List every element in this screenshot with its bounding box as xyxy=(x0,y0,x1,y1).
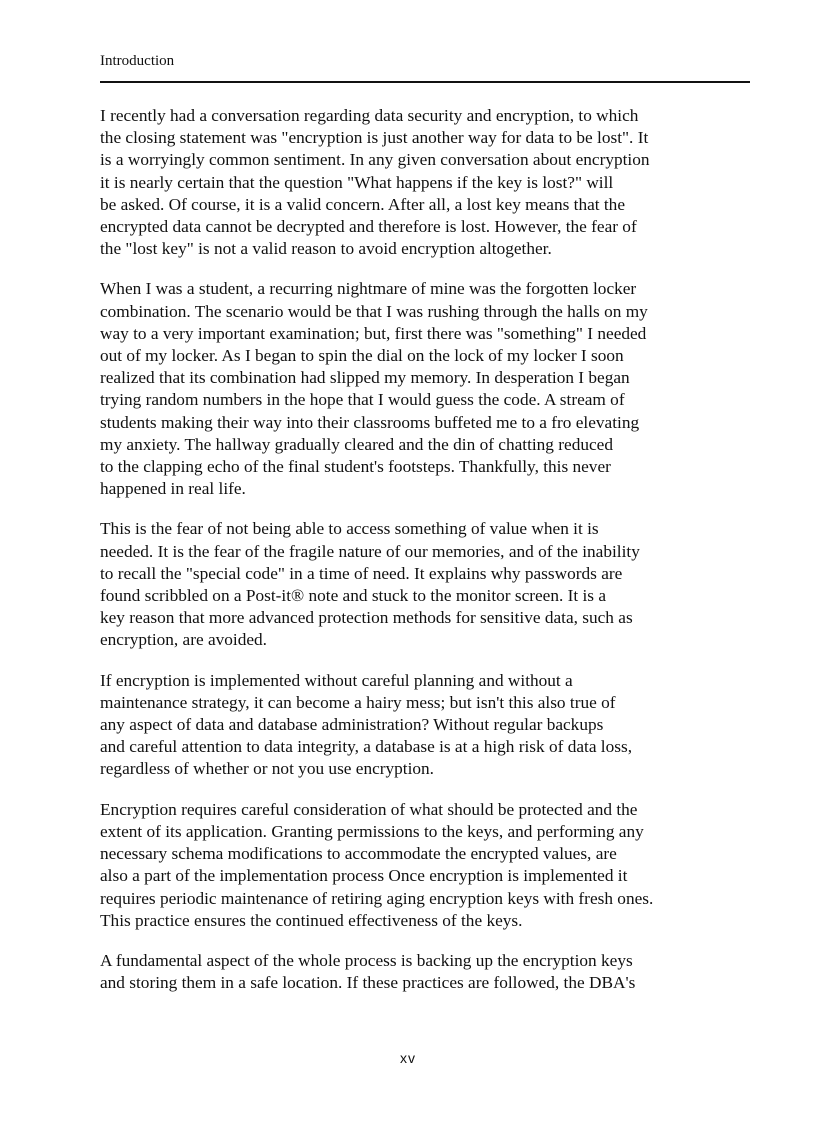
text-line: is a worryingly common sentiment. In any given conversation about encryption xyxy=(100,150,650,170)
text-line: the "lost key" is not a valid reason to avoid encryption altogether. xyxy=(100,239,552,259)
text-line: and storing them in a safe location. If these practices are followed, the DBA's xyxy=(100,973,636,993)
text-line: found scribbled on a Post-it® note and stuck to the monitor screen. It is a xyxy=(100,586,607,606)
text-line: be asked. Of course, it is a valid concern. After all, a lost key means that the xyxy=(100,194,625,214)
header-rule xyxy=(100,81,750,83)
text-line: it is nearly certain that the question "What happens if the key is lost?" will xyxy=(100,172,614,192)
body-paragraph xyxy=(100,670,760,781)
text-line: to the clapping echo of the final student's footsteps. Thankfully, this never xyxy=(100,457,611,477)
text-line: maintenance strategy, it can become a hairy mess; but isn't this also true of xyxy=(100,692,616,712)
text-line: This practice ensures the continued effectiveness of the keys. xyxy=(100,910,523,930)
text-line: happened in real life. xyxy=(100,479,246,499)
text-line: A fundamental aspect of the whole process is backing up the encryption keys xyxy=(100,950,633,970)
page-number: xv xyxy=(400,1050,416,1066)
body-text xyxy=(100,105,760,1012)
text-line: and careful attention to data integrity, a database is at a high risk of data loss, xyxy=(100,737,633,757)
text-line: When I was a student, a recurring nightmare of mine was the forgotten locker xyxy=(100,279,637,299)
text-line: This is the fear of not being able to access something of value when it is xyxy=(100,519,599,539)
text-line: also a part of the implementation process Once encryption is implemented it xyxy=(100,866,628,886)
text-line: out of my locker. As I began to spin the dial on the lock of my locker I soon xyxy=(100,346,624,366)
body-paragraph xyxy=(100,518,760,651)
text-line: I recently had a conversation regarding data security and encryption, to which xyxy=(100,106,639,125)
text-line: to recall the "special code" in a time of need. It explains why passwords are xyxy=(100,563,623,583)
text-line: necessary schema modifications to accommodate the encrypted values, are xyxy=(100,844,617,864)
text-line: Encryption requires careful consideration of what should be protected and the xyxy=(100,799,638,819)
text-line: requires periodic maintenance of retiring aging encryption keys with fresh ones. xyxy=(100,888,654,908)
text-line: encrypted data cannot be decrypted and therefore is lost. However, the fear of xyxy=(100,217,637,237)
text-line: way to a very important examination; but, first there was "something" I needed xyxy=(100,323,647,343)
text-line: needed. It is the fear of the fragile nature of our memories, and of the inability xyxy=(100,541,640,561)
running-header: Introduction xyxy=(100,53,175,69)
text-line: If encryption is implemented without careful planning and without a xyxy=(100,670,573,690)
text-line: key reason that more advanced protection methods for sensitive data, such as xyxy=(100,608,633,628)
text-line: realized that its combination had slipped my memory. In desperation I began xyxy=(100,368,630,388)
body-paragraph xyxy=(100,950,760,994)
body-paragraph xyxy=(100,105,760,260)
text-line: the closing statement was "encryption is just another way for data to be lost". It xyxy=(100,128,649,148)
text-line: any aspect of data and database administration? Without regular backups xyxy=(100,715,604,735)
body-paragraph xyxy=(100,799,760,932)
text-line: encryption, are avoided. xyxy=(100,630,267,650)
text-line: trying random numbers in the hope that I would guess the code. A stream of xyxy=(100,390,625,410)
text-line: my anxiety. The hallway gradually cleared and the din of chatting reduced xyxy=(100,434,613,454)
text-line: extent of its application. Granting permissions to the keys, and performing any xyxy=(100,821,644,841)
text-line: combination. The scenario would be that I was rushing through the halls on my xyxy=(100,301,648,321)
text-line: regardless of whether or not you use encryption. xyxy=(100,759,435,779)
body-paragraph xyxy=(100,278,760,500)
text-line: students making their way into their classrooms buffeted me to a fro elevating xyxy=(100,412,640,432)
